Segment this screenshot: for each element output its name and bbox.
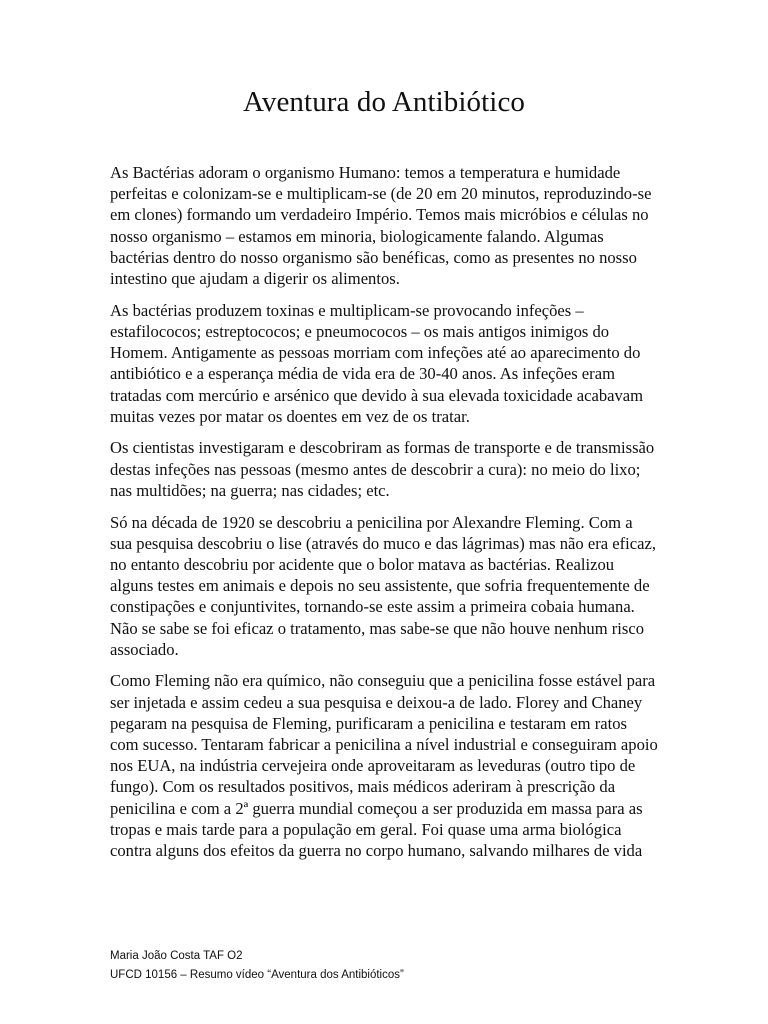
paragraph-penicillin-production: Como Fleming não era químico, não conseguiu que a penicilina fosse estável para ser injetada e assim cedeu a sua pesquisa e deixou-a de lado. Florey and Chaney pegaram na pesquisa de Fleming, purificaram a penicilina e testaram em ratos com sucesso. Tentaram fabricar a penicilina a nível industrial e conseguiram apoio nos EUA, na indústria cervejeira onde aproveitaram as leveduras (outro tipo de fungo). Com os resultados positivos, mais médicos aderiram à prescrição da penicilina e com a 2ª guerra mundial começou a ser produzida em massa para as tropas e mais tarde para a população em geral. Foi quase uma arma biológica contra alguns dos efeitos da guerra no corpo humano, salvando milhares de vida (110, 671, 658, 861)
footer-course: UFCD 10156 – Resumo vídeo “Aventura dos Antibióticos” (110, 969, 404, 981)
page-footer (110, 947, 404, 985)
page-title: Aventura do Antibiótico (242, 86, 526, 118)
paragraph-bacteria-intro: As Bactérias adoram o organismo Humano: temos a temperatura e humidade perfeitas e colonizam-se e multiplicam-se (de 20 em 20 minutos, reproduzindo-se em clones) formando um verdadeiro Império. Temos mais micróbios e células no nosso organismo – estamos em minoria, biologicamente falando. Algumas bactérias dentro do nosso organismo são benéficas, como as presentes no nosso intestino que ajudam a digerir os alimentos. (110, 163, 652, 289)
paragraph-fleming-discovery: Só na década de 1920 se descobriu a penicilina por Alexandre Fleming. Com a sua pesquisa descobriu o lise (através do muco e das lágrimas) mas não era eficaz, no entanto descobriu por acidente que o bolor matava as bactérias. Realizou alguns testes em animais e depois no seu assistente, que sofria frequentemente de constipações e conjuntivites, tornando-se este assim a primeira cobaia humana. Não se sabe se foi eficaz o tratamento, mas sabe-se que não houve nenhum risco associado. (110, 512, 657, 659)
paragraph-transmission: Os cientistas investigaram e descobriram as formas de transporte e de transmissão destas infeções nas pessoas (mesmo antes de descobrir a cura): no meio do lixo; nas multidões; na guerra; nas cidades; etc. (110, 438, 655, 500)
document-body (110, 162, 658, 872)
footer-author: Maria João Costa TAF O2 (110, 950, 243, 962)
paragraph-toxins-infections: As bactérias produzem toxinas e multiplicam-se provocando infeções – estafilococos; estreptococos; e pneumococos – os mais antigos inimigos do Homem. Antigamente as pessoas morriam com infeções até ao aparecimento do antibiótico e a esperança média de vida era de 30-40 anos. As infeções eram tratadas com mercúrio e arsénico que devido à sua elevada toxicidade acabavam muitas vezes por matar os doentes em vez de os tratar. (110, 300, 644, 426)
